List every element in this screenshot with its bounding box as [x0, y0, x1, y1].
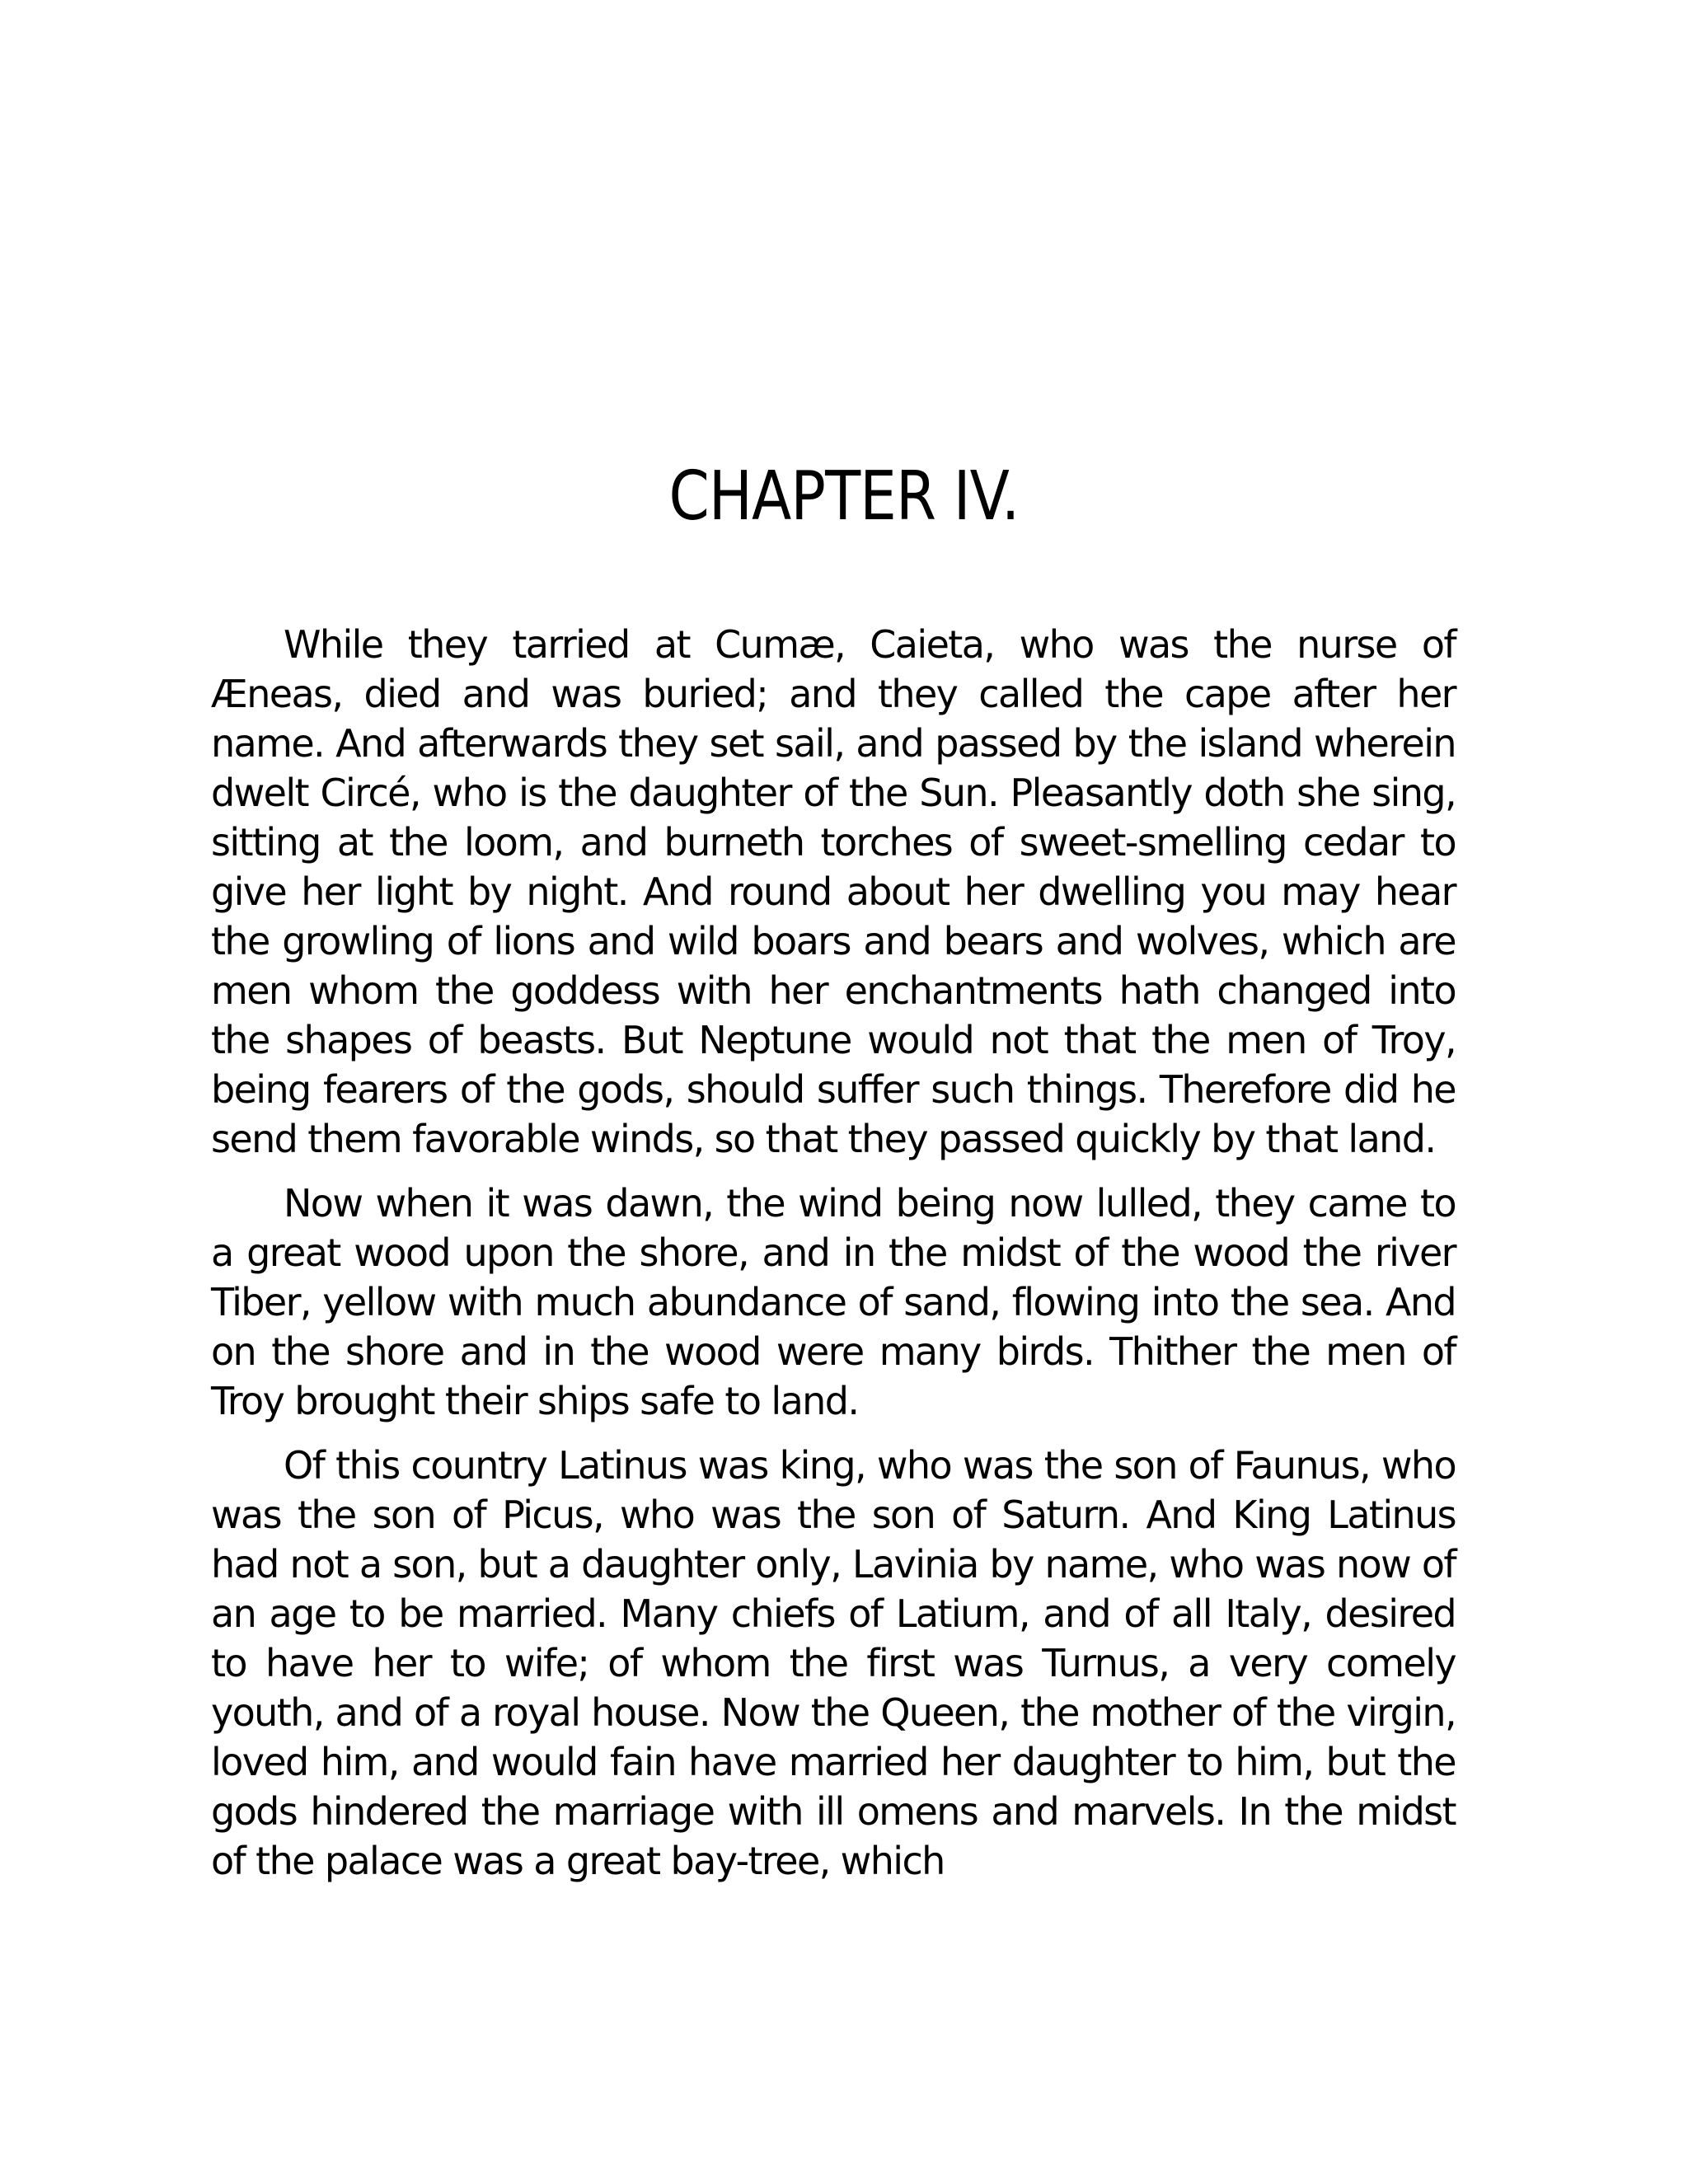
paragraph-1: While they tarried at Cumæ, Caieta, who was the nurse of Æneas, died and was buried; and they called the cape after her name. And afterwards they set sail, and passed by the island wherein dwelt Circé, who is the daughter of the Sun. Pleasantly doth she sing, sitting at the loom, and burneth torches of sweet-smelling cedar to give her light by night. And round about her dwelling you may hear the growling of lions and wild boars and bears and wolves, which are men whom the goddess with her enchantments hath changed into the shapes of beasts. But Neptune would not that the men of Troy, being fearers of the gods, should suffer such things. Therefore did he send them favorable winds, so that they passed quickly by that land. [211, 622, 1456, 1161]
chapter-body [211, 620, 1456, 1900]
chapter-title: CHAPTER IV. [668, 457, 1020, 536]
paragraph-2: Now when it was dawn, the wind being now lulled, they came to a great wood upon the shore, and in the midst of the wood the river Tiber, yellow with much abundance of sand, flowing into the sea. And on the shore and in the wood were many birds. Thither the men of Troy brought their ships safe to land. [211, 1181, 1456, 1423]
paragraph-3: Of this country Latinus was king, who was the son of Faunus, who was the son of Picus, who was the son of Saturn. And King Latinus had not a son, but a daughter only, Lavinia by name, who was now of an age to be married. Many chiefs of Latium, and of all Italy, desired to have her to wife; of whom the first was Turnus, a very comely youth, and of a royal house. Now the Queen, the mother of the virgin, loved him, and would fain have married her daughter to him, but the gods hindered the marriage with ill omens and marvels. In the midst of the palace was a great bay-tree, which [211, 1443, 1456, 1883]
